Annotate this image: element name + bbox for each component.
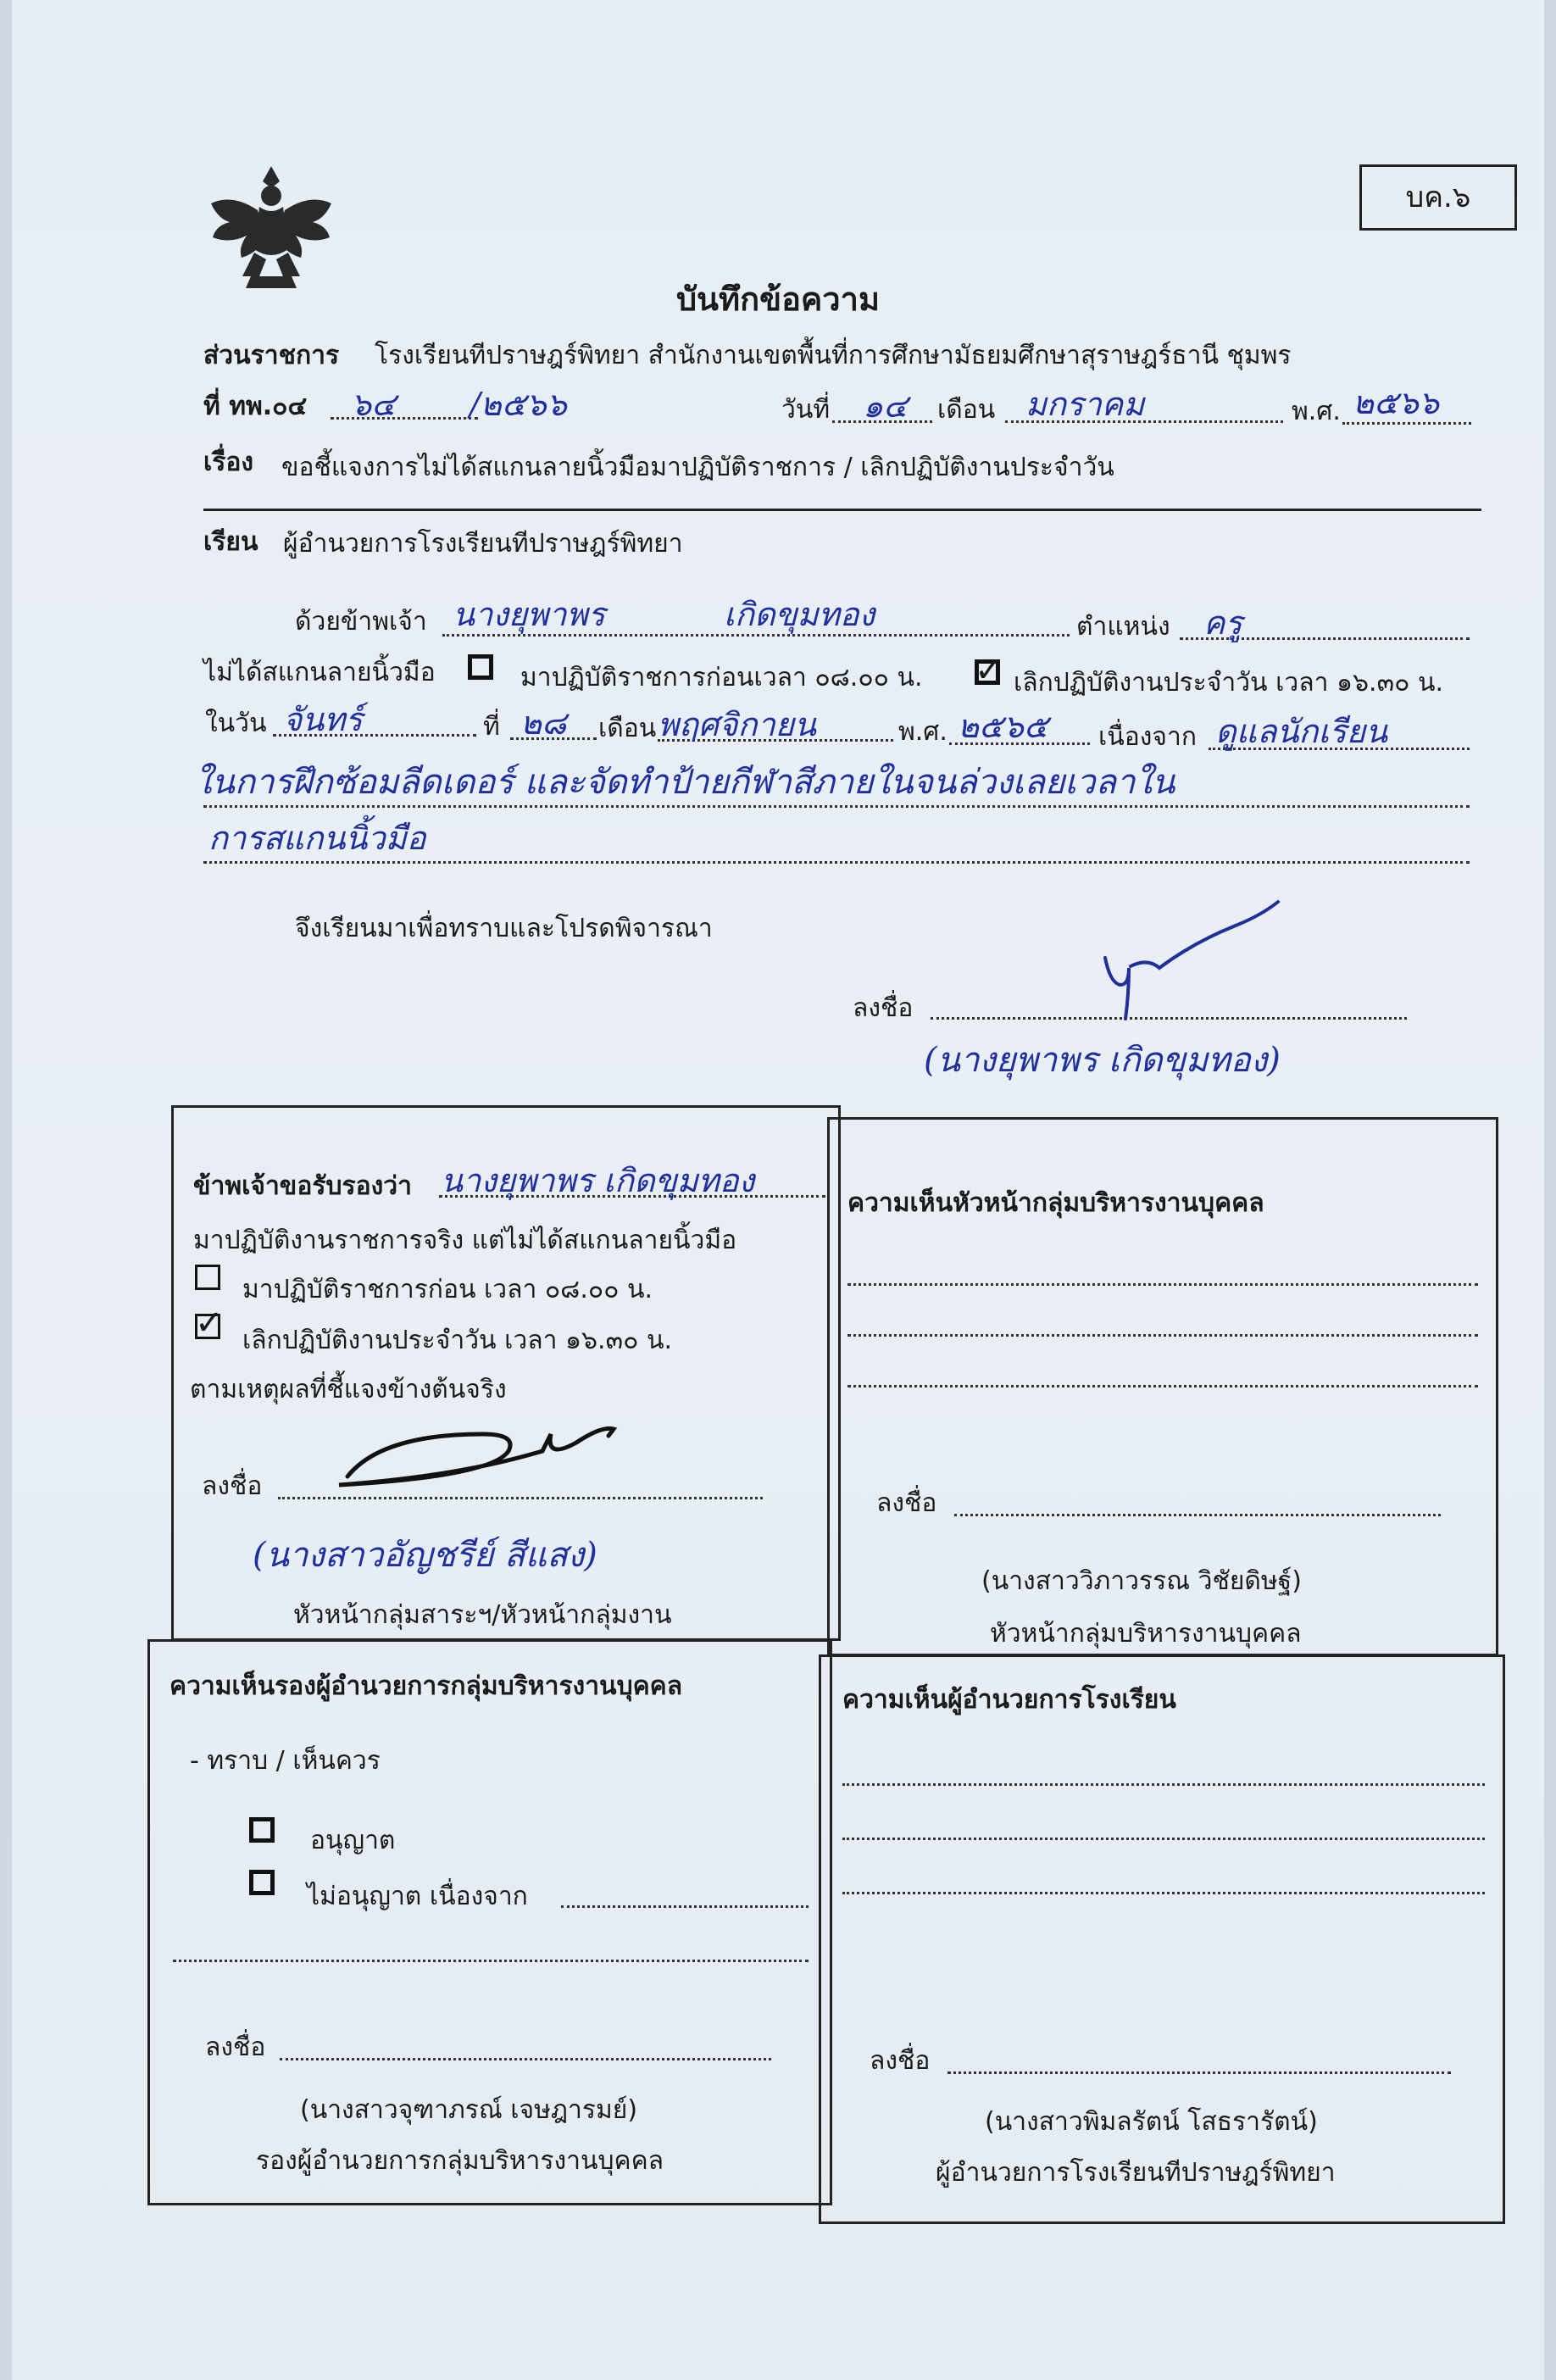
director-sign-label: ลงชื่อ [870, 2046, 931, 2076]
approve-checkbox[interactable] [249, 1817, 275, 1843]
opt-arrive-label: มาปฏิบัติราชการก่อนเวลา ๐๘.๐๐ น. [520, 663, 923, 692]
certify-signer-name: (นางสาวอัญชรีย์ สีแสง) [253, 1536, 597, 1575]
subject-divider [203, 509, 1481, 511]
hr-head-name: (นางสาววิภาวรรณ วิชัยดิษฐ์) [981, 1566, 1302, 1596]
checkmark-icon: ✓ [975, 651, 1003, 690]
on-day-value: จันทร์ [283, 701, 363, 738]
hr-head-comment-line-3 [847, 1385, 1478, 1387]
subject-label: เรื่อง [203, 448, 254, 477]
hr-head-sign-label: ลงชื่อ [876, 1488, 937, 1518]
at-label: ที่ [483, 712, 500, 742]
month-label: เดือน [937, 395, 996, 425]
applicant-sign-label: ลงชื่อ [853, 993, 914, 1023]
certify-opt-arrive: มาปฏิบัติราชการก่อน เวลา ๐๘.๐๐ น. [242, 1275, 653, 1304]
date-day: ๑๔ [863, 387, 908, 425]
director-name: (นางสาวพิมลรัตน์ โสธรารัตน์) [985, 2107, 1318, 2137]
director-sign-line [947, 2071, 1451, 2074]
certify-signer-title: หัวหน้ากลุ่มสาระฯ/หัวหน้ากลุ่มงาน [293, 1600, 672, 1630]
hr-head-sign-line [954, 1514, 1441, 1516]
applicant-signature [1088, 898, 1309, 1026]
hr-head-comment-line-1 [847, 1283, 1478, 1286]
i-label: ด้วยข้าพเจ้า [295, 607, 427, 637]
at-value: ๒๘ [520, 704, 567, 742]
position-value: ครู [1203, 604, 1242, 642]
year2-label: พ.ศ. [898, 717, 947, 747]
deny-label: ไม่อนุญาต เนื่องจาก [307, 1882, 528, 1911]
director-position: ผู้อำนวยการโรงเรียนทีปราษฎร์พิทยา [936, 2158, 1336, 2188]
director-comment-line-3 [842, 1892, 1485, 1894]
deny-checkbox[interactable] [249, 1870, 275, 1895]
month2-value: พฤศจิกายน [658, 706, 817, 743]
certify-sign-label: ลงชื่อ [202, 1471, 263, 1501]
deputy-position: รองผู้อำนวยการกลุ่มบริหารงานบุคคล [256, 2146, 664, 2176]
deny-reason-line [561, 1905, 809, 1908]
because-label: เนื่องจาก [1098, 722, 1198, 752]
month-value: มกราคม [1025, 386, 1145, 423]
opt-leave-label: เลิกปฏิบัติงานประจำวัน เวลา ๑๖.๓๐ น. [1014, 668, 1443, 698]
applicant-signer-name: (นางยุพาพร เกิดขุมทอง) [924, 1041, 1281, 1080]
certify-opt-leave: เลิกปฏิบัติงานประจำวัน เวลา ๑๖.๓๐ น. [242, 1326, 672, 1355]
certify-line-2: มาปฏิบัติงานราชการจริง แต่ไม่ได้สแกนลายนิ้วมือ [193, 1226, 737, 1255]
director-comment-line-2 [842, 1838, 1485, 1840]
hr-head-position: หัวหน้ากลุ่มบริหารงานบุคคล [990, 1619, 1302, 1649]
position-label: ตำแหน่ง [1076, 612, 1170, 642]
certifier-signature [331, 1417, 636, 1502]
applicant-name: นางยุพาพร [453, 596, 605, 633]
certify-label: ข้าพเจ้าขอรับรองว่า [193, 1171, 412, 1201]
form-code-box [1359, 164, 1517, 231]
memo-sheet [12, 0, 1544, 2380]
director-comment-line-1 [842, 1783, 1485, 1786]
ref-number: ๖๔ [351, 386, 396, 423]
certify-name: นางยุพาพร เกิดขุมทอง [441, 1162, 755, 1199]
certify-line-5: ตามเหตุผลที่ชี้แจงข้างต้นจริง [190, 1375, 507, 1404]
form-code: บค.๖ [1405, 181, 1471, 214]
director-title: ความเห็นผู้อำนวยการโรงเรียน [842, 1685, 1176, 1715]
to-value: ผู้อำนวยการโรงเรียนทีปราษฎร์พิทยา [283, 529, 683, 559]
ref-label: ที่ ทพ.๐๔ [203, 392, 308, 421]
certify-checkbox-arrive[interactable] [195, 1265, 220, 1290]
deputy-sign-label: ลงชื่อ [205, 2032, 266, 2062]
deputy-title: ความเห็นรองผู้อำนวยการกลุ่มบริหารงานบุคคล [169, 1671, 683, 1701]
reason-1: ดูแลนักเรียน [1215, 713, 1388, 750]
reason-3: การสแกนนิ้วมือ [208, 820, 426, 857]
checkbox-arrive-early[interactable] [468, 654, 493, 680]
approve-label: อนุญาต [310, 1826, 396, 1855]
ref-year: /๒๕๖๖ [470, 386, 567, 423]
on-day-label: ในวัน [205, 709, 267, 738]
date-label: วันที่ [781, 395, 831, 425]
document-title: บันทึกข้อความ [675, 281, 881, 318]
month2-label: เดือน [598, 714, 657, 743]
deputy-comment-line [173, 1960, 809, 1962]
certify-checkmark-icon: ✓ [195, 1304, 224, 1343]
reason-2: ในการฝึกซ้อมลีดเดอร์ และจัดทำป้ายกีฬาสีภายในจนล่วงเลยเวลาใน [195, 763, 1175, 802]
deputy-sign-line [280, 2058, 771, 2060]
deputy-ack: - ทราบ / เห็นควร [190, 1746, 381, 1776]
agency-label: ส่วนราชการ [203, 341, 340, 370]
year2-value: ๒๕๖๕ [958, 708, 1048, 745]
year-label: พ.ศ. [1292, 397, 1341, 426]
agency-value: โรงเรียนทีปราษฎร์พิทยา สำนักงานเขตพื้นที่การศึกษามัธยมศึกษาสุราษฎร์ธานี ชุมพร [375, 341, 1292, 370]
subject-value: ขอชี้แจงการไม่ได้สแกนลายนิ้วมือมาปฏิบัติราชการ / เลิกปฏิบัติงานประจำวัน [281, 453, 1114, 482]
applicant-surname: เกิดขุมทอง [724, 596, 875, 633]
year-value: ๒๕๖๖ [1353, 384, 1440, 421]
noscan-label: ไม่ได้สแกนลายนิ้วมือ [203, 658, 436, 687]
closing-text: จึงเรียนมาเพื่อทราบและโปรดพิจารณา [295, 914, 713, 943]
hr-head-comment-line-2 [847, 1334, 1478, 1337]
deputy-name: (นางสาวจุฑาภรณ์ เจษฎารมย์) [300, 2095, 638, 2125]
hr-head-title: ความเห็นหัวหน้ากลุ่มบริหารงานบุคคล [847, 1188, 1264, 1218]
to-label: เรียน [203, 527, 258, 557]
